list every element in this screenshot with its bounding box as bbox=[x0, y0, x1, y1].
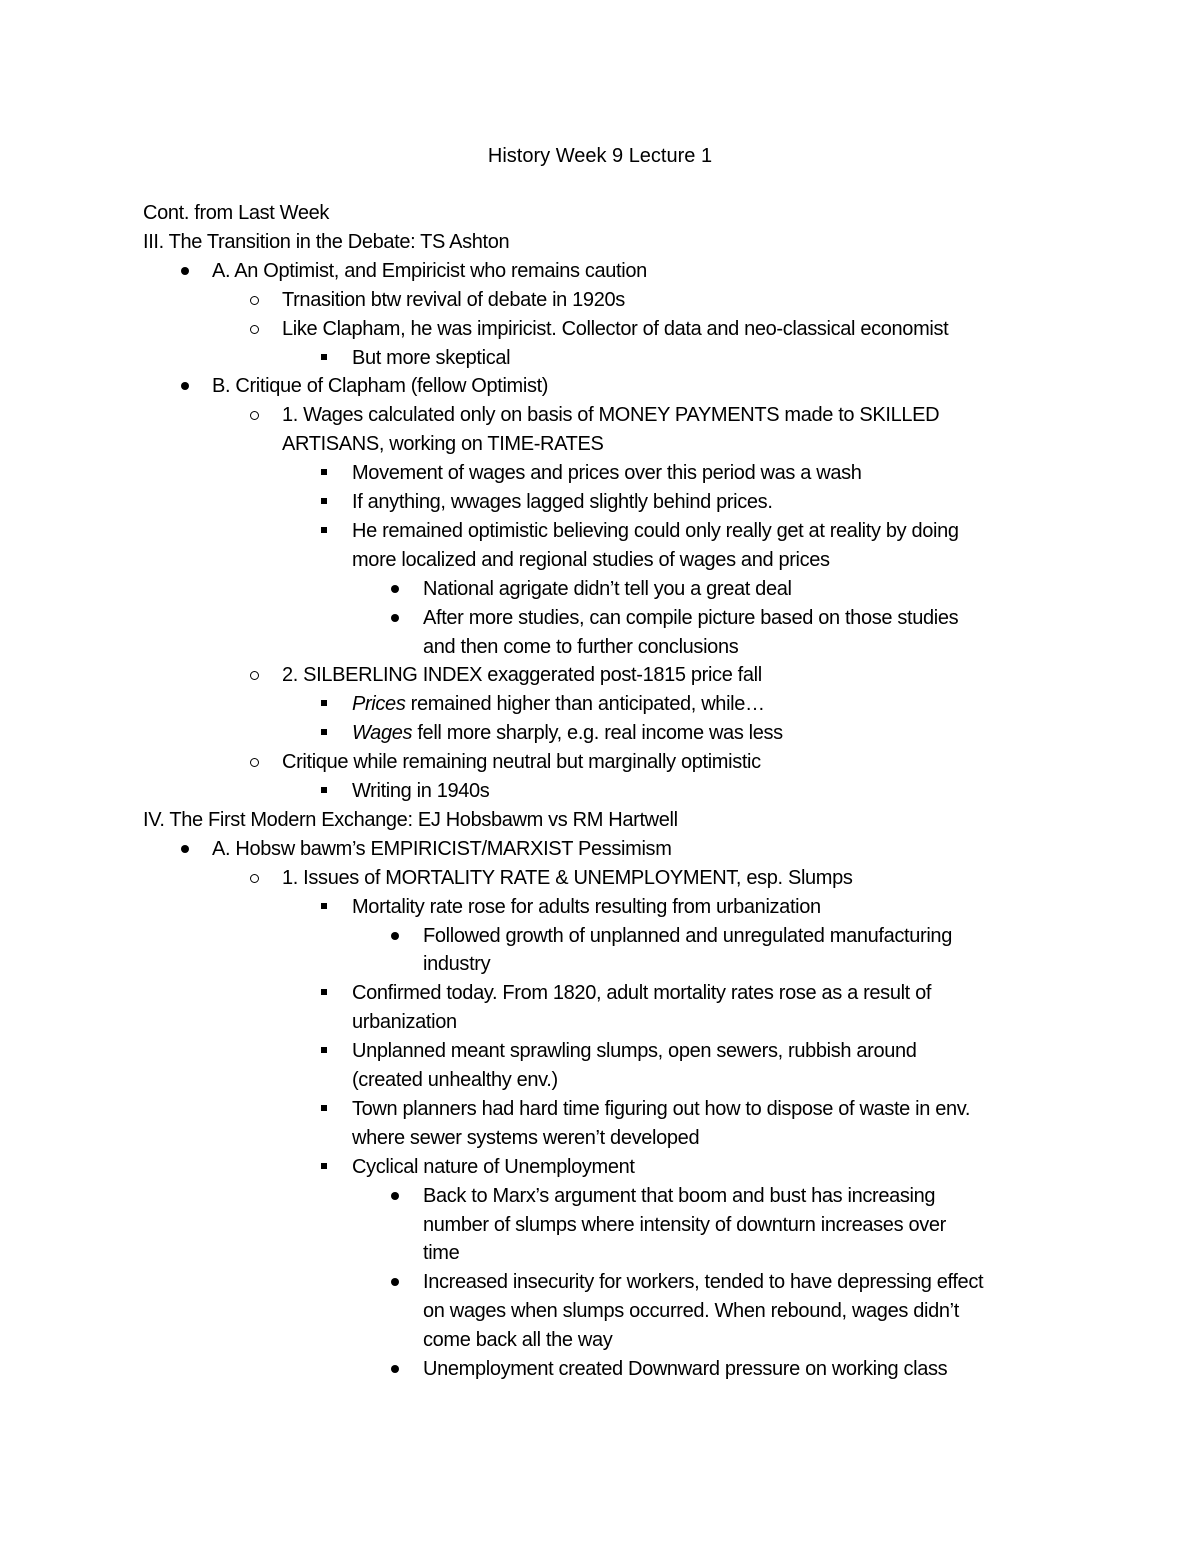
outline-line-content: After more studies, can compile picture based on those studies bbox=[423, 606, 959, 629]
outline-line-text bbox=[423, 575, 792, 603]
outline-line bbox=[0, 459, 1200, 487]
bullet-circle-icon bbox=[245, 401, 265, 429]
outline-line-text bbox=[423, 1268, 983, 1296]
outline-line-text bbox=[143, 228, 509, 256]
bullet-square-icon bbox=[315, 1037, 335, 1065]
outline-line-content: A. An Optimist, and Empiricist who remains caution bbox=[212, 259, 647, 282]
outline-line bbox=[0, 633, 1200, 661]
outline-line-content: Unemployment created Downward pressure on working class bbox=[423, 1358, 948, 1380]
outline-line-emphasis: Wages bbox=[352, 722, 413, 745]
outline-line bbox=[0, 1124, 1200, 1152]
bullet-dot-icon bbox=[175, 835, 195, 863]
bullet-square-icon bbox=[315, 690, 335, 718]
bullet-dot-icon bbox=[385, 1355, 405, 1383]
outline-line-text bbox=[352, 459, 862, 487]
outline-line bbox=[0, 1095, 1200, 1123]
outline-line bbox=[0, 199, 1200, 227]
outline-line-content: National agrigate didn’t tell you a great deal bbox=[423, 577, 792, 600]
outline-line-text bbox=[352, 488, 773, 516]
outline-line-text bbox=[212, 372, 548, 400]
outline-line-content: (created unhealthy env.) bbox=[352, 1069, 558, 1091]
outline-line bbox=[0, 1211, 1200, 1239]
bullet-square-icon bbox=[315, 1153, 335, 1181]
outline-line bbox=[0, 604, 1200, 632]
outline-line bbox=[0, 777, 1200, 805]
outline-line-content: Back to Marx’s argument that boom and bust has increasing bbox=[423, 1184, 936, 1207]
outline-line bbox=[0, 1239, 1200, 1267]
outline-line-text bbox=[352, 777, 489, 805]
outline-line-content: Increased insecurity for workers, tended to have depressing effect bbox=[423, 1271, 984, 1294]
outline-line-content: Unplanned meant sprawling slumps, open sewers, rubbish around bbox=[352, 1040, 917, 1063]
outline-line-content: and then come to further conclusions bbox=[423, 635, 739, 658]
outline-line-text bbox=[423, 633, 738, 661]
outline-line-text bbox=[352, 1095, 970, 1123]
bullet-square-icon bbox=[315, 893, 335, 921]
outline-line-text bbox=[423, 1239, 459, 1267]
outline-line-content: Town planners had hard time figuring out how to dispose of waste in env. bbox=[352, 1097, 971, 1120]
document-title: History Week 9 Lecture 1 bbox=[487, 145, 713, 167]
outline-line-content: industry bbox=[423, 953, 491, 976]
outline-line bbox=[0, 661, 1200, 689]
outline-line-text bbox=[352, 344, 510, 372]
bullet-dot-icon bbox=[385, 575, 405, 603]
outline-line bbox=[0, 864, 1200, 892]
bullet-circle-icon bbox=[245, 661, 265, 689]
outline-line bbox=[0, 1153, 1200, 1181]
outline-line-content: fell more sharply, e.g. real income was less bbox=[412, 722, 783, 745]
outline-line bbox=[0, 372, 1200, 400]
bullet-dot-icon bbox=[385, 922, 405, 950]
outline-line bbox=[0, 401, 1200, 429]
outline-line bbox=[0, 950, 1200, 978]
outline-line bbox=[0, 1355, 1200, 1383]
outline-line-text bbox=[352, 517, 959, 545]
outline-line-content: Trnasition btw revival of debate in 1920s bbox=[282, 288, 625, 311]
outline-line-content: III. The Transition in the Debate: TS Ashton bbox=[143, 230, 510, 253]
outline-line-text bbox=[352, 979, 931, 1007]
outline-line-text bbox=[352, 1008, 457, 1036]
outline-line bbox=[0, 1297, 1200, 1325]
outline-line bbox=[0, 488, 1200, 516]
outline-line-text bbox=[352, 546, 830, 574]
outline-line-text bbox=[423, 1297, 959, 1325]
outline-line-text bbox=[282, 286, 625, 314]
outline-line-content: urbanization bbox=[352, 1011, 457, 1034]
outline-line-content: more localized and regional studies of wages and prices bbox=[352, 548, 830, 571]
outline-line bbox=[0, 1268, 1200, 1296]
outline-line-content: Cyclical nature of Unemployment bbox=[352, 1155, 635, 1178]
outline-line bbox=[0, 1326, 1200, 1354]
outline-line-content: time bbox=[423, 1242, 460, 1265]
outline-line-emphasis: Prices bbox=[352, 693, 406, 716]
outline-line-content: number of slumps where intensity of downturn increases over bbox=[423, 1213, 946, 1236]
outline-line-text bbox=[282, 661, 762, 689]
outline-line-content: But more skeptical bbox=[352, 346, 511, 369]
bullet-square-icon bbox=[315, 979, 335, 1007]
outline-line-text bbox=[423, 604, 958, 632]
outline-line-text bbox=[423, 1355, 947, 1383]
bullet-dot-icon bbox=[385, 604, 405, 632]
outline-line bbox=[0, 575, 1200, 603]
outline-line-content: 2. SILBERLING INDEX exaggerated post-1815 price fall bbox=[282, 664, 762, 687]
outline-line bbox=[0, 344, 1200, 372]
outline-line-content: Critique while remaining neutral but marginally optimistic bbox=[282, 751, 761, 774]
bullet-square-icon bbox=[315, 517, 335, 545]
outline-line-text bbox=[143, 806, 678, 834]
outline-line-text bbox=[352, 690, 765, 718]
outline-line-content: where sewer systems weren’t developed bbox=[352, 1126, 700, 1149]
outline-line-text bbox=[282, 315, 948, 343]
outline-line-content: remained higher than anticipated, while… bbox=[405, 693, 765, 716]
outline-line-text bbox=[423, 950, 490, 978]
outline-line-content: ARTISANS, working on TIME-RATES bbox=[282, 433, 604, 456]
outline-line bbox=[0, 517, 1200, 545]
outline-line-text bbox=[423, 1182, 935, 1210]
outline-line-content: Movement of wages and prices over this period was a wash bbox=[352, 462, 862, 485]
bullet-square-icon bbox=[315, 488, 335, 516]
outline-line-text bbox=[282, 864, 853, 892]
outline-line-text bbox=[282, 430, 603, 458]
outline-line-content: He remained optimistic believing could only really get at reality by doing bbox=[352, 519, 959, 542]
outline-line bbox=[0, 228, 1200, 256]
outline-line bbox=[0, 286, 1200, 314]
outline-line-text bbox=[423, 1211, 946, 1239]
outline-line-content: If anything, wwages lagged slightly behind prices. bbox=[352, 491, 773, 513]
outline-line-text bbox=[143, 199, 329, 227]
outline-line bbox=[0, 806, 1200, 834]
outline-line bbox=[0, 979, 1200, 1007]
bullet-circle-icon bbox=[245, 315, 265, 343]
bullet-circle-icon bbox=[245, 748, 265, 776]
outline-line-content: 1. Wages calculated only on basis of MONEY PAYMENTS made to SKILLED bbox=[282, 404, 940, 427]
outline-line bbox=[0, 1008, 1200, 1036]
outline-line-text bbox=[352, 1153, 635, 1181]
outline-line-content: Writing in 1940s bbox=[352, 780, 490, 802]
outline-line bbox=[0, 257, 1200, 285]
outline-line-content: Like Clapham, he was impiricist. Collector of data and neo-classical economist bbox=[282, 317, 949, 340]
outline-line bbox=[0, 315, 1200, 343]
outline-line-content: Mortality rate rose for adults resulting from urbanization bbox=[352, 895, 821, 918]
outline-line bbox=[0, 430, 1200, 458]
outline-line-content: on wages when slumps occurred. When rebound, wages didn’t bbox=[423, 1300, 959, 1323]
outline-line bbox=[0, 719, 1200, 747]
outline-line bbox=[0, 1037, 1200, 1065]
outline-line-content: A. Hobsw bawm’s EMPIRICIST/MARXIST Pessimism bbox=[212, 837, 672, 860]
outline-line bbox=[0, 546, 1200, 574]
outline-line-text bbox=[423, 1326, 612, 1354]
outline-line-content: come back all the way bbox=[423, 1329, 613, 1352]
outline-line bbox=[0, 1066, 1200, 1094]
outline-line-text bbox=[352, 1066, 558, 1094]
outline-line bbox=[0, 1182, 1200, 1210]
outline-line bbox=[0, 690, 1200, 718]
outline-line-content: B. Critique of Clapham (fellow Optimist) bbox=[212, 375, 549, 398]
outline-line-text bbox=[423, 922, 952, 950]
bullet-dot-icon bbox=[385, 1182, 405, 1210]
bullet-circle-icon bbox=[245, 286, 265, 314]
bullet-square-icon bbox=[315, 344, 335, 372]
outline-line-text bbox=[212, 257, 647, 285]
bullet-dot-icon bbox=[175, 257, 195, 285]
bullet-square-icon bbox=[315, 777, 335, 805]
bullet-dot-icon bbox=[385, 1268, 405, 1296]
outline-line-text bbox=[352, 719, 783, 747]
outline-line-text bbox=[212, 835, 672, 863]
outline-line-text bbox=[352, 1037, 917, 1065]
bullet-square-icon bbox=[315, 1095, 335, 1123]
outline-line-content: Followed growth of unplanned and unregulated manufacturing bbox=[423, 924, 952, 947]
bullet-square-icon bbox=[315, 719, 335, 747]
outline-line-content: Cont. from Last Week bbox=[143, 202, 330, 224]
bullet-dot-icon bbox=[175, 372, 195, 400]
outline-line-content: 1. Issues of MORTALITY RATE & UNEMPLOYMENT, esp. Slumps bbox=[282, 866, 853, 889]
outline-line bbox=[0, 922, 1200, 950]
bullet-square-icon bbox=[315, 459, 335, 487]
outline-line-text bbox=[282, 401, 939, 429]
outline-line-text bbox=[352, 893, 821, 921]
outline-line-content: IV. The First Modern Exchange: EJ Hobsbawm vs RM Hartwell bbox=[143, 808, 678, 831]
bullet-circle-icon bbox=[245, 864, 265, 892]
outline-line bbox=[0, 835, 1200, 863]
outline-line-text bbox=[282, 748, 761, 776]
outline-line-text bbox=[352, 1124, 699, 1152]
outline-line-content: Confirmed today. From 1820, adult mortality rates rose as a result of bbox=[352, 982, 932, 1005]
outline-line bbox=[0, 748, 1200, 776]
outline-line bbox=[0, 893, 1200, 921]
